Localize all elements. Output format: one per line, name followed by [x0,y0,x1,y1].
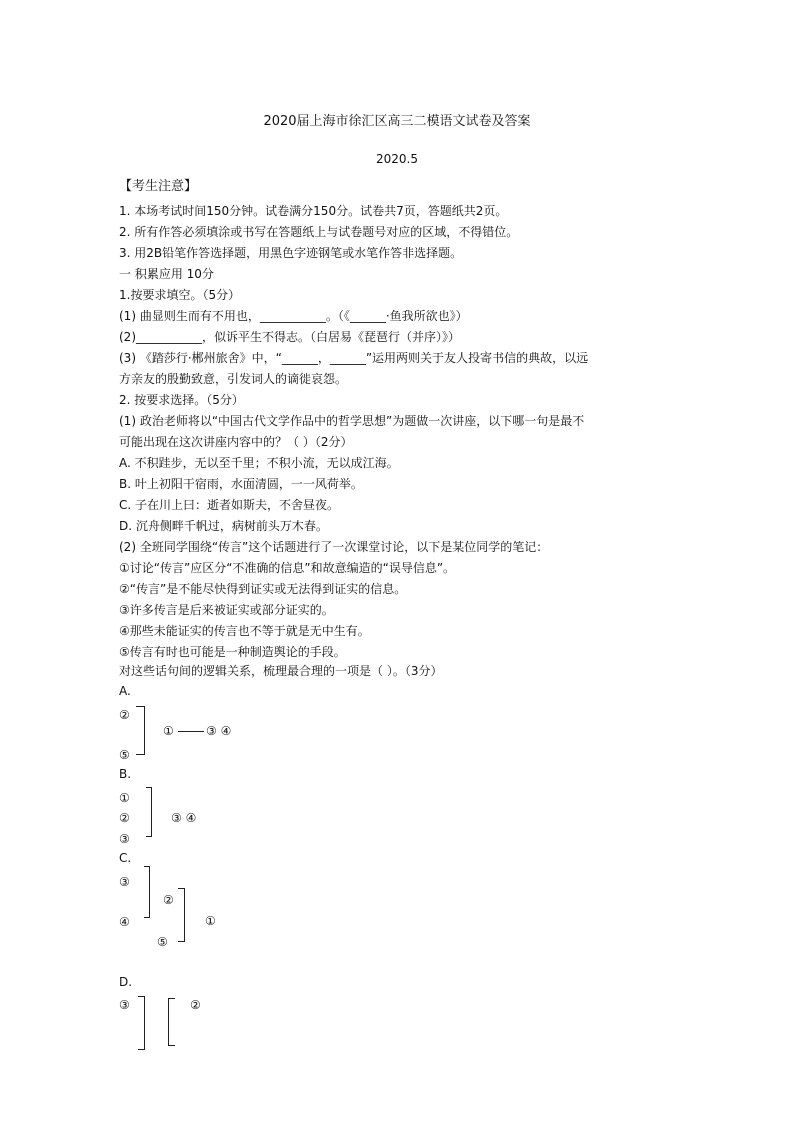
diagram-a-label: A. [119,684,131,698]
diagram-a-bottom: ⑤ [119,748,130,762]
q1-item-2: (2)___________，似诉平生不得志。（白居易《琵琶行（并序）》） [119,330,461,344]
diagram-c-mid-top: ② [163,893,174,907]
diagram-a-right-b: ③ ④ [206,724,232,738]
note-1: ①讨论“传言”应区分“不准确的信息”和故意编造的“误导信息”。 [119,561,456,575]
diagram-b-item-1: ① [119,791,130,805]
diagram-c-left-top: ③ [119,875,130,889]
section-heading: 一 积累应用 10分 [119,267,214,281]
diagram-d-left: ③ [119,998,130,1012]
diagram-b-item-2: ② [119,811,130,825]
option-d: D. 沉舟侧畔千帆过，病树前头万木春。 [119,519,328,533]
note-5: ⑤传言有时也可能是一种制造舆论的手段。 [119,645,346,659]
document-title: 2020届上海市徐汇区高三二模语文试卷及答案 [263,114,531,129]
diagram-b-item-3: ③ [119,832,130,846]
q2-stem: 2. 按要求选择。（5分） [119,393,244,407]
q2-item-1-cont: 可能出现在这次讲座内容中的？（ ）（2分） [119,435,353,449]
notice-1: 1. 本场考试时间150分钟。试卷满分150分。试卷共7页，答题纸共2页。 [119,204,508,218]
note-2: ②“传言”是不能尽快得到证实或无法得到证实的信息。 [119,582,407,596]
document-date: 2020.5 [376,152,418,166]
q1-item-3-cont: 方亲友的殷勤致意，引发词人的谪徙哀怨。 [119,372,348,386]
diagram-d-label: D. [119,975,133,989]
notice-2: 2. 所有作答必须填涂或书写在答题纸上与试卷题号对应的区域，不得错位。 [119,225,519,239]
option-a: A. 不积跬步，无以至千里；不积小流，无以成江海。 [119,456,399,470]
diagram-a-bracket [136,706,145,755]
diagram-a-top: ② [119,708,130,722]
diagram-b-right: ③ ④ [171,811,197,825]
q1-stem: 1.按要求填空。（5分） [119,288,241,302]
q2-item-1: (1) 政治老师将以“中国古代文学作品中的哲学思想”为题做一次讲座，以下哪一句是最不 [119,414,585,428]
diagram-c-right: ① [205,914,216,928]
diagram-b-bracket [146,787,152,837]
diagram-c-bracket-left [144,866,150,918]
diagram-c-mid-bottom: ⑤ [157,935,168,949]
diagram-c-left-bottom: ④ [119,915,130,929]
diagram-a-right-a: ① [163,724,174,738]
notice-header: 【考生注意】 [119,179,198,194]
note-3: ③许多传言是后来被证实或部分证实的。 [119,603,334,617]
q1-item-1: (1) 曲显则生而有不用也，___________。（《______·鱼我所欲也》） [119,309,468,323]
notice-3: 3. 用2B铅笔作答选择题，用黑色字迹钢笔或水笔作答非选择题。 [119,246,463,260]
diagram-c-bracket-right [178,888,185,942]
diagram-d-bracket-left [138,996,145,1050]
note-4: ④那些未能证实的传言也不等于就是无中生有。 [119,624,370,638]
diagram-b-label: B. [119,767,132,781]
q1-item-3: (3) 《踏莎行·郴州旅舍》中，“______，______”运用两则关于友人投寄书信的典故，以远 [119,351,589,365]
q2-item-2: (2) 全班同学围绕“传言”这个话题进行了一次课堂讨论，以下是某位同学的笔记： [119,540,549,554]
q2-item-2-ask: 对这些话句间的逻辑关系，梳理最合理的一项是（ ）。（3分） [119,664,443,678]
diagram-c-label: C. [119,851,132,865]
diagram-d-bracket-right [168,998,175,1046]
option-c: C. 子在川上曰：逝者如斯夫，不舍昼夜。 [119,498,340,512]
diagram-d-inner: ② [190,998,201,1012]
option-b: B. 叶上初阳干宿雨，水面清圆，一一风荷举。 [119,477,363,491]
diagram-a-dash [178,731,204,732]
